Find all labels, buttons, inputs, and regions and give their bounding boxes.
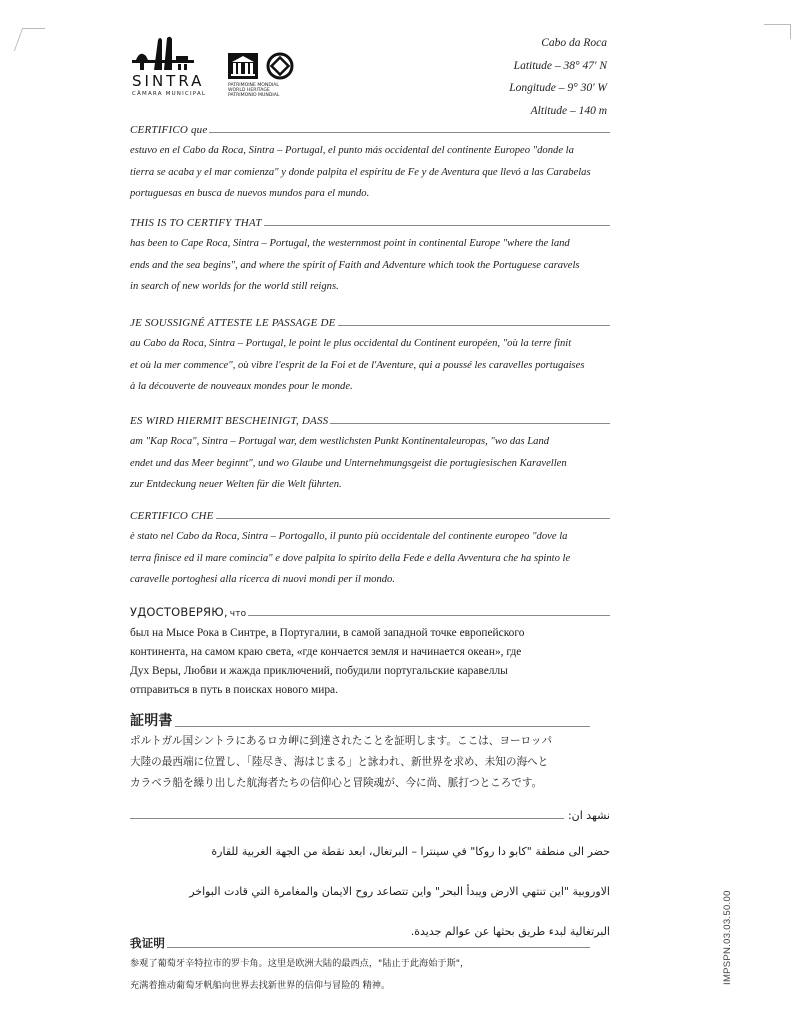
sintra-name: SINTRA xyxy=(132,72,205,90)
section-line: континента, на самом краю света, «где кончается земля и начинается океан», где xyxy=(130,646,522,658)
section-line: 大陸の最西端に位置し、「陸尽き、海はじまる」と詠われ、新世界を求め、未知の海へと xyxy=(130,756,549,768)
section-heading: CERTIFICO que xyxy=(130,124,208,136)
section-line: caravelle portoghesi alla ricerca di nuovi mondi per il mondo. xyxy=(130,574,395,585)
section-line: terra finisce ed il mare comincia" e dove palpita lo spirito della Fede e della Avventura che ha spinto le xyxy=(130,552,571,564)
section-heading: 我证明 xyxy=(130,936,166,950)
signature-line xyxy=(338,325,610,326)
section-heading: УДОСТОВЕРЯЮ, xyxy=(130,605,228,619)
section-it xyxy=(130,506,610,591)
section-ar xyxy=(130,804,610,952)
section-line: حضر الى منطقة "كابو دا روكا" في سينترا – البرتغال، ابعد نقطة من الجهة الغربية للقارة xyxy=(211,845,610,858)
section-line: ポルトガル国シントラにあるロカ岬に到達されたことを証明します。ここは、ヨーロッパ xyxy=(130,735,553,747)
signature-line xyxy=(209,132,610,133)
section-line: 充满着推动葡萄牙帆船向世界去找新世界的信仰与冒险的 精神。 xyxy=(130,980,391,991)
section-line: ends and the sea begins", and where the spirit of Faith and Adventure which took the Portuguese caravels xyxy=(130,259,580,271)
longitude: Longitude – 9° 30' W xyxy=(509,82,607,94)
section-ru xyxy=(130,603,610,700)
signature-line xyxy=(167,947,590,948)
section-es xyxy=(130,120,610,205)
coordinates-block xyxy=(509,32,607,122)
corner-mark xyxy=(14,28,45,51)
heritage-line: WORLD HERITAGE xyxy=(228,88,270,94)
signature-line xyxy=(130,818,564,819)
section-line: tierra se acaba y el mar comienza" y donde palpita el espíritu de Fe y de Aventura que llevó a las Carabelas xyxy=(130,166,591,178)
section-fr xyxy=(130,313,610,398)
signature-line xyxy=(248,615,610,616)
section-line: portuguesas en busca de nuevos mundos para el mundo. xyxy=(130,188,370,199)
section-line: البرتغالية لبدء طريق بحثها عن عوالم جديدة. xyxy=(410,925,610,938)
section-heading: THIS IS TO CERTIFY THAT xyxy=(130,217,262,229)
unesco-temple-icon xyxy=(228,53,258,79)
section-line: è stato nel Cabo da Roca, Sintra – Portogallo, il punto più occidentale del continente europeo "dove la xyxy=(130,531,568,542)
corner-mark xyxy=(764,24,791,39)
section-line: am "Kap Roca", Sintra – Portugal war, dem westlichsten Punkt Kontinentaleuropas, "wo das Land xyxy=(130,436,550,447)
signature-line xyxy=(330,423,610,424)
section-line: Дух Веры, Любви и жажда приключений, побудили португальские каравеллы xyxy=(130,665,508,677)
section-line: zur Entdeckung neuer Welten für die Welt führten. xyxy=(130,479,342,490)
signature-line xyxy=(264,225,610,226)
section-line: 参观了葡萄牙辛特拉市的罗卡角。这里是欧洲大陆的最西点，"陆止于此海始于斯"， xyxy=(130,958,470,969)
latitude: Latitude – 38° 47' N xyxy=(513,59,607,72)
section-line: et où la mer commence", où vibre l'esprit de la Foi et de l'Aventure, qui a poussé les caravelles portugaises xyxy=(130,359,585,371)
document-reference: IMPSPN.03.03.50.00 xyxy=(722,890,733,985)
section-heading: JE SOUSSIGNÉ ATTESTE LE PASSAGE DE xyxy=(130,317,336,329)
signature-line xyxy=(216,518,610,519)
section-line: estuvo en el Cabo da Roca, Sintra – Portugal, el punto más occidental del continente Europeo "donde la xyxy=(130,145,574,156)
section-line: был на Мысе Рока в Синтре, в Португалии, в самой западной точке европейского xyxy=(130,627,525,639)
section-heading: 証明書 xyxy=(130,713,173,729)
world-heritage-logo xyxy=(228,52,308,99)
section-line: endet und das Meer beginnt", und wo Glaube und Unternehmungsgeist die portugiesischen Karavellen xyxy=(130,457,567,469)
section-heading: CERTIFICO CHE xyxy=(130,510,214,522)
section-line: отправиться в путь в поисках нового мира. xyxy=(130,684,338,696)
section-ja xyxy=(130,710,590,794)
heritage-line: PATRIMONIO MUNDIAL xyxy=(228,93,280,99)
sintra-subtitle: CÂMARA MUNICIPAL xyxy=(132,91,207,97)
section-heading: نشهد ان: xyxy=(567,809,610,822)
sintra-logo xyxy=(132,36,210,97)
section-line: au Cabo da Roca, Sintra – Portugal, le point le plus occidental du Continent européen, "où la terre finit xyxy=(130,338,572,349)
world-heritage-emblem-icon xyxy=(266,52,294,80)
section-en xyxy=(130,213,610,298)
section-heading: ES WIRD HIERMIT BESCHEINIGT, DASS xyxy=(130,415,329,427)
section-line: الاوروبية "اين تنتهي الارض ويبدأ البحر" واين تتصاعد روح الايمان والمغامرة التي قادت البواخر xyxy=(189,885,610,898)
signature-line xyxy=(175,726,590,727)
section-line: has been to Cape Roca, Sintra – Portugal, the westernmost point in continental Europe "where the land xyxy=(130,238,570,249)
palace-icon xyxy=(132,36,194,70)
section-de xyxy=(130,411,610,496)
section-line: カラベラ船を繰り出した航海者たちの信仰心と冒険魂が、今に尚、脈打つところです。 xyxy=(130,777,543,789)
heritage-line: PATRIMOINE MONDIAL xyxy=(228,83,279,88)
section-heading-suffix: что xyxy=(229,609,247,619)
section-line: à la découverte de nouveaux mondes pour le monde. xyxy=(130,381,353,392)
place-name: Cabo da Roca xyxy=(541,37,607,49)
altitude: Altitude – 140 m xyxy=(530,104,607,117)
section-line: in search of new worlds for the world still reigns. xyxy=(130,281,339,292)
section-zh xyxy=(130,935,590,997)
